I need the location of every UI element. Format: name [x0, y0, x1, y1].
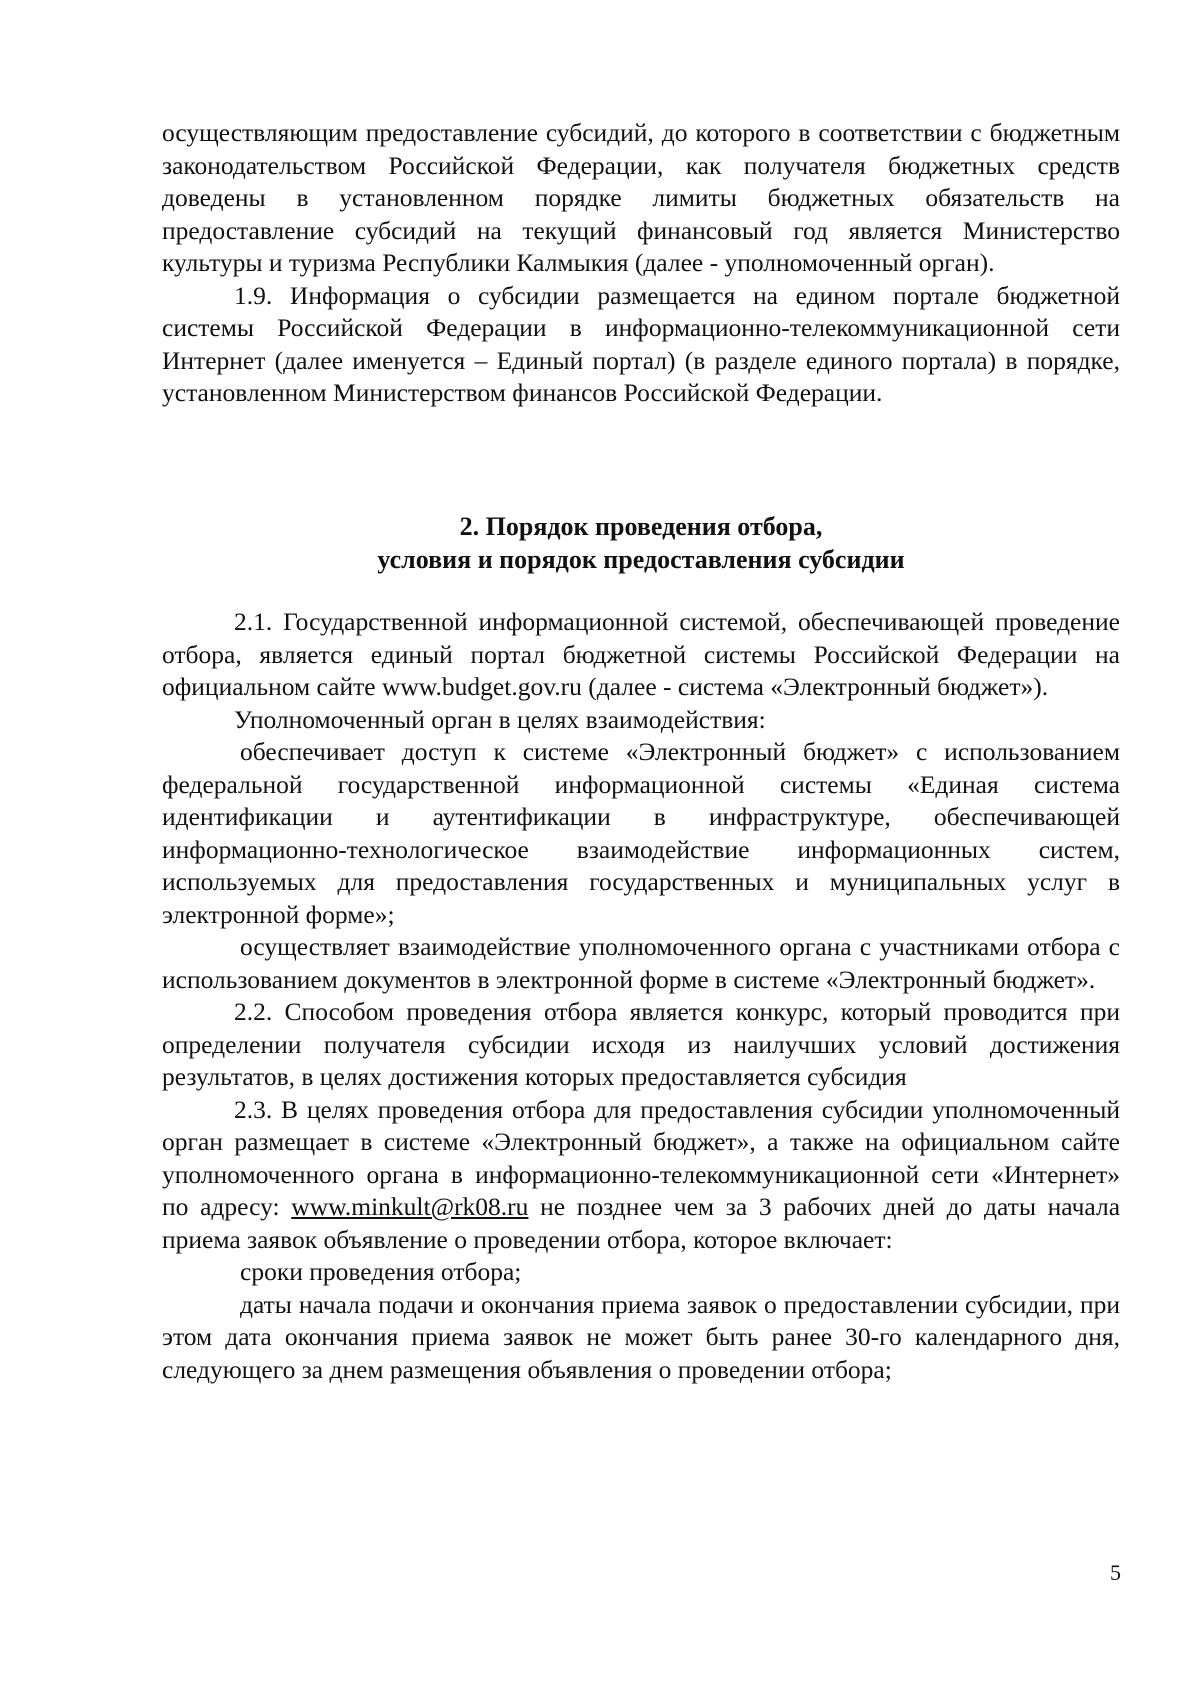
ministry-site-link[interactable]: www.minkult@rk08.ru	[291, 1192, 529, 1221]
paragraph-authority: Уполномоченный орган в целях взаимодействия:	[234, 704, 766, 734]
paragraph-2-3-text-before: 2.3. В целях проведения отбора для предоставления субсидии уполномоченный орган размещает в системе «Электронный бюджет», а также на официальном сайте уполномоченного органа в информационно-телекоммуникационной сети «Интернет» по адресу:	[162, 1094, 1120, 1221]
paragraph-1-9: 1.9. Информация о субсидии размещается на едином портале бюджетной системы Российской Федерации в информационно-телекоммуникационной сети Интернет (далее именуется – Единый портал) (в разделе единого портала) в порядке, установленном Министерством финансов Российской Федерации.	[162, 280, 1120, 407]
paragraph-subsidy-provider: осуществляющим предоставление субсидий, до которого в соответствии с бюджетным законодательством Российской Федерации, как получателя бюджетных средств доведены в установленном порядке лимиты бюджетных обязательств на предоставление субсидий на текущий финансовый год является Министерство культуры и туризма Республики Калмыкия (далее - уполномоченный орган).	[162, 118, 1120, 277]
paragraph-2-3	[162, 1094, 1120, 1257]
page-number: 5	[1110, 1560, 1121, 1585]
section-2-heading	[162, 510, 1120, 576]
paragraph-2-1: 2.1. Государственной информационной системой, обеспечивающей проведение отбора, является единый портал бюджетной системы Российской Федерации на официальном сайте www.budget.gov.ru (далее - система «Электронный бюджет»).	[162, 607, 1120, 701]
section-2-heading-line-1: 2. Порядок проведения отбора,	[459, 512, 823, 541]
paragraph-interaction: осуществляет взаимодействие уполномоченного органа с участниками отбора с использованием документов в электронной форме в системе «Электронный бюджет».	[162, 932, 1120, 994]
paragraph-application-dates: даты начала подачи и окончания приема заявок о предоставлении субсидии, при этом дата окончания приема заявок не может быть ранее 30-го календарного дня, следующего за днем размещения объявления о проведении отбора;	[162, 1289, 1120, 1384]
section-2-heading-line-2: условия и порядок предоставления субсидии	[377, 545, 905, 574]
paragraph-2-2: 2.2. Способом проведения отбора является конкурс, который проводится при определении получателя субсидии исходя из наилучших условий достижения результатов, в целях достижения которых предоставляется субсидия	[162, 997, 1120, 1091]
paragraph-selection-terms: сроки проведения отбора;	[240, 1257, 522, 1286]
paragraph-2-3-text-after: не позднее чем за 3 рабочих дней до даты начала приема заявок объявление о проведении отбора, которое включает:	[162, 1192, 1121, 1254]
section-2-body	[162, 606, 1120, 1386]
section-1-continuation	[162, 117, 1120, 410]
paragraph-access: обеспечивает доступ к системе «Электронный бюджет» с использованием федеральной государственной информационной системы «Единая система идентификации и аутентификации в инфраструктуре, обеспечивающей информационно-технологическое взаимодействие информационных систем, используемых для предоставления государственных и муниципальных услуг в электронной форме»;	[162, 737, 1120, 929]
